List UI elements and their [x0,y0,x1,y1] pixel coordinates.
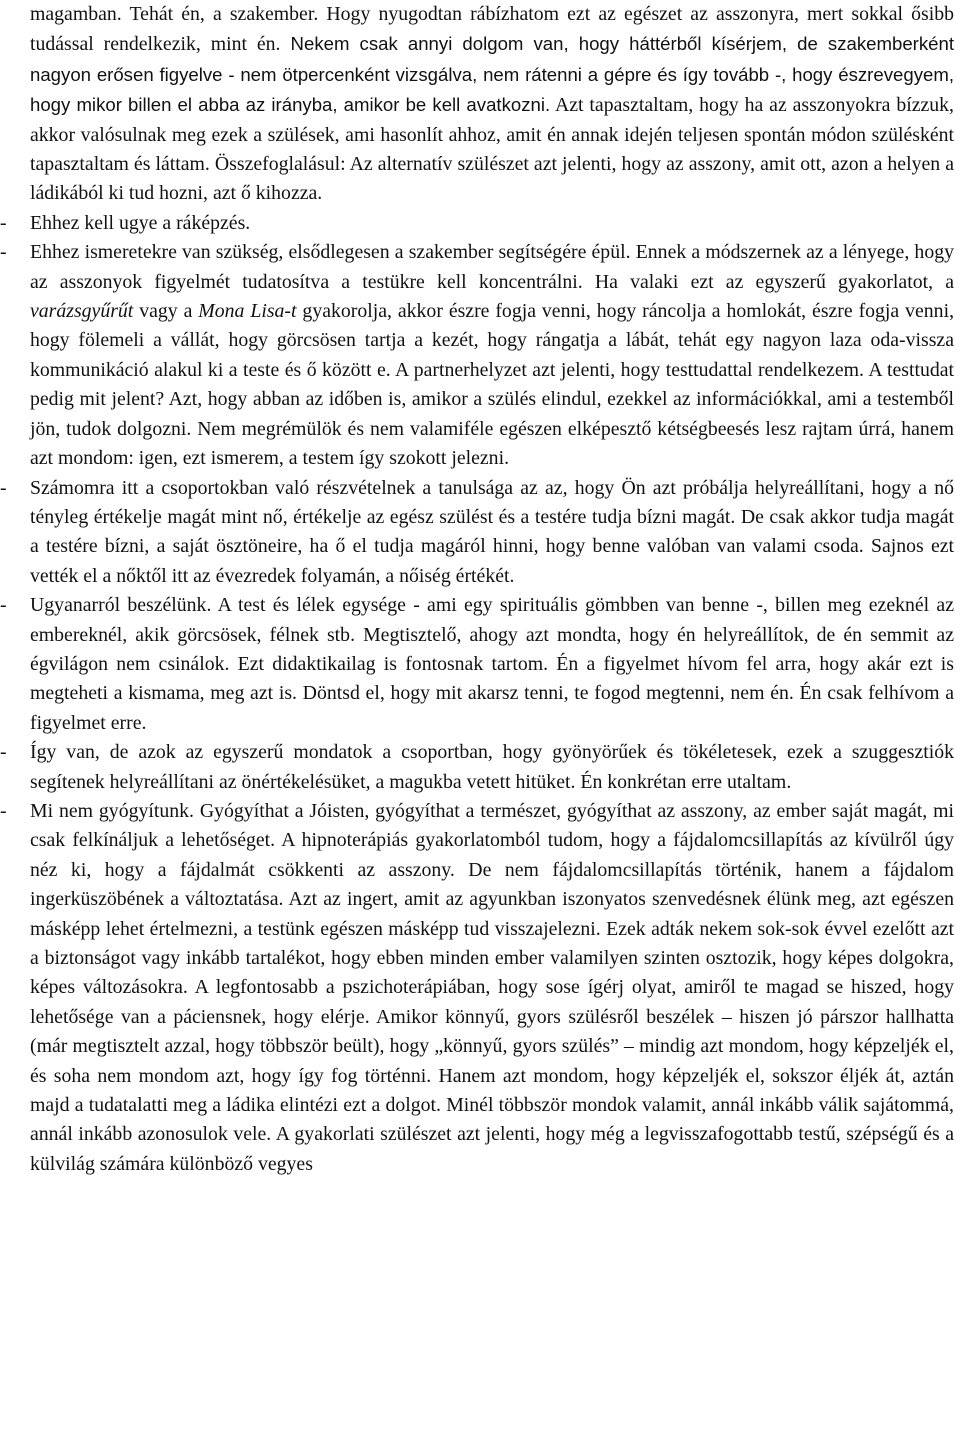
bullet-dash: - [0,741,7,764]
bullet-dash: - [0,241,7,264]
bullet-dash: - [0,594,7,617]
bullet-item-5 [0,738,954,797]
bullet-item-6-text: Mi nem gyógyítunk. Gyógyíthat a Jóisten, gyógyíthat a természet, gyógyíthat az asszony, az ember saját magát, mi csak felkínáljuk a lehetőséget. A hipnoterápiás gyakorlatomból tudom, hogy a fájdalomcsillapítás az kívülről úgy néz ki, hogy a fájdalmát csökkenti az asszony. De nem fájdalomcsillapítás történik, hanem a fájdalom ingerküszöbének a változtatása. Azt az ingert, amit az agyunkban iszonyatos szenvedésnek élünk meg, azt egészen másképp lehet értelmezni, a testünk egészen másképp tud visszajelezni. Ezek adták nekem sok-sok évvel ezelőtt azt a biztonságot vagy inkább tartalékot, hogy ebben minden ember valamilyen szinten osztozik, hogy képes dolgokra, képes változásokra. A legfontosabb a pszichoterápiában, hogy sose ígérj olyat, amiről te magad se hiszed, hogy lehetősége van a páciensnek, hogy elérje. Amikor könnyű, gyors szülésről beszélek – hiszen jó párszor hallhatta (már megtisztelt azzal, hogy többször beült), hogy „könnyű, gyors szülés” – mindig azt mondom, hogy képzeljék el, és soha nem mondom azt, hogy így fog történni. Hanem azt mondom, hogy képzeljék el, sokszor éljék át, aztán majd a tudatalatti meg a ládika elintézi ezt a dolgot. Minél többször mondok valamit, annál inkább válik sajátommá, annál inkább azonosulok vele. A gyakorlati szülészet azt jelenti, hogy még a legvisszafogottabb testű, szépségű és a külvilág számára különböző vegyes [30,799,954,1175]
bullet-item-5-text: Így van, de azok az egyszerű mondatok a csoportban, hogy gyönyörűek és tökéletesek, ezek a szuggesztiók segítenek helyreállítani az önértékelésüket, a magukba vetett hitüket. Én konkrétan erre utaltam. [30,741,954,793]
exercise-name-1: varázsgyűrűt [30,300,134,323]
paragraph-intro-part-2: Nekem csak annyi dolgom van, hogy háttérből kísérjem, de szakemberként nagyon erősen figyelve - nem ötpercenként vizsgálva, nem rátenni a gépre és így tovább -, hogy észrevegyem, hogy mikor billen el abba az irányba, amikor be kell avatkozni. [30,33,954,116]
bullet-item-2-text [30,238,954,473]
bullet-dash: - [0,476,7,499]
bullet-item-2-part-3: gyakorolja, akkor észre fogja venni, hogy ráncolja a homlokát, észre fogja venni, hogy fölemeli a vállát, hogy görcsösen tartja a kezét, hogy rángatja a lábát, tehát egy nagyon laza oda-vissza kommunikáció alakul ki a teste és ő között e. A partnerhelyzet azt jelenti, hogy testtudattal rendelkezem. A testtudat pedig mit jelent? Azt, hogy abban az időben is, amikor a szülés elindul, ezekkel az információkkal, ami a testemből jön, tudok dolgozni. Nem megrémülök és nem valamiféle egészen elképesztő kétségbeesés lesz rajtam úrrá, hanem azt mondom: igen, ezt ismerem, a testem így szokott jelezni. [30,300,955,470]
exercise-name-2: Mona Lisa-t [198,300,297,323]
bullet-item-1-text: Ehhez kell ugye a ráképzés. [30,211,251,234]
bullet-item-2-part-2: vagy a [133,300,199,323]
bullet-item-1 [0,209,954,238]
bullet-list [0,209,955,1179]
bullet-item-3-text: Számomra itt a csoportokban való részvételnek a tanulsága az az, hogy Ön azt próbálja helyreállítani, hogy a nő tényleg értékelje magát mint nő, értékelje az egész szülést és a testére tudja bízni magát. De csak akkor tudja magát a testére bízni, a saját ösztöneire, ha ő el tudja magáról hinni, hogy benne valóban van valami csoda. Sajnos ezt vették el a nőktől itt az évezredek folyamán, a nőiség értékét. [30,476,954,587]
bullet-item-6 [0,797,954,1179]
bullet-item-4-text: Ugyanarról beszélünk. A test és lélek egysége - ami egy spirituális gömbben van benne -, billen meg ezeknél az embereknél, akik görcsösek, félnek stb. Megtisztelő, ahogy azt mondta, hogy én helyreállítok, de én semmit az égvilágon nem csinálok. Ezt didaktikailag is fontosnak tartom. Én a figyelmet hívom fel arra, hogy akár ezt is megteheti a kismama, meg azt is. Döntsd el, hogy mit akarsz tenni, te fogod megtenni, nem én. Én csak felhívom a figyelmet erre. [30,594,954,734]
bullet-item-2 [0,238,955,473]
paragraph-intro [30,0,954,209]
bullet-dash: - [0,211,7,234]
bullet-dash: - [0,799,7,822]
paragraph-intro-part-3: Azt tapasztaltam, hogy ha az asszonyokra bízzuk, akkor valósulnak meg ezek a szülések, ami hasonlít ahhoz, amit én annak idején teljesen spontán módon szülésként tapasztaltam és láttam. Összefoglalásul: Az alternatív szülészet azt jelenti, hogy az asszony, amit ott, azon a helyen a ládikából ki tud hozni, azt ő kihozza. [30,94,954,205]
bullet-item-2-part-1: Ehhez ismeretekre van szükség, elsődlegesen a szakember segítségére épül. Ennek a módszernek az a lényege, hogy az asszonyok figyelmét tudatosítva a testükre kell koncentrálni. Ha valaki ezt az egyszerű gyakorlatot, a [30,241,954,293]
bullet-item-3 [0,474,954,592]
bullet-item-4 [0,591,954,738]
paragraph-intro-part-1: magamban. Tehát én, a szakember. Hogy nyugodtan rábízhatom ezt az egészet az asszonyra, mert sokkal ősibb tudással rendelkezik, mint én. [30,3,954,56]
